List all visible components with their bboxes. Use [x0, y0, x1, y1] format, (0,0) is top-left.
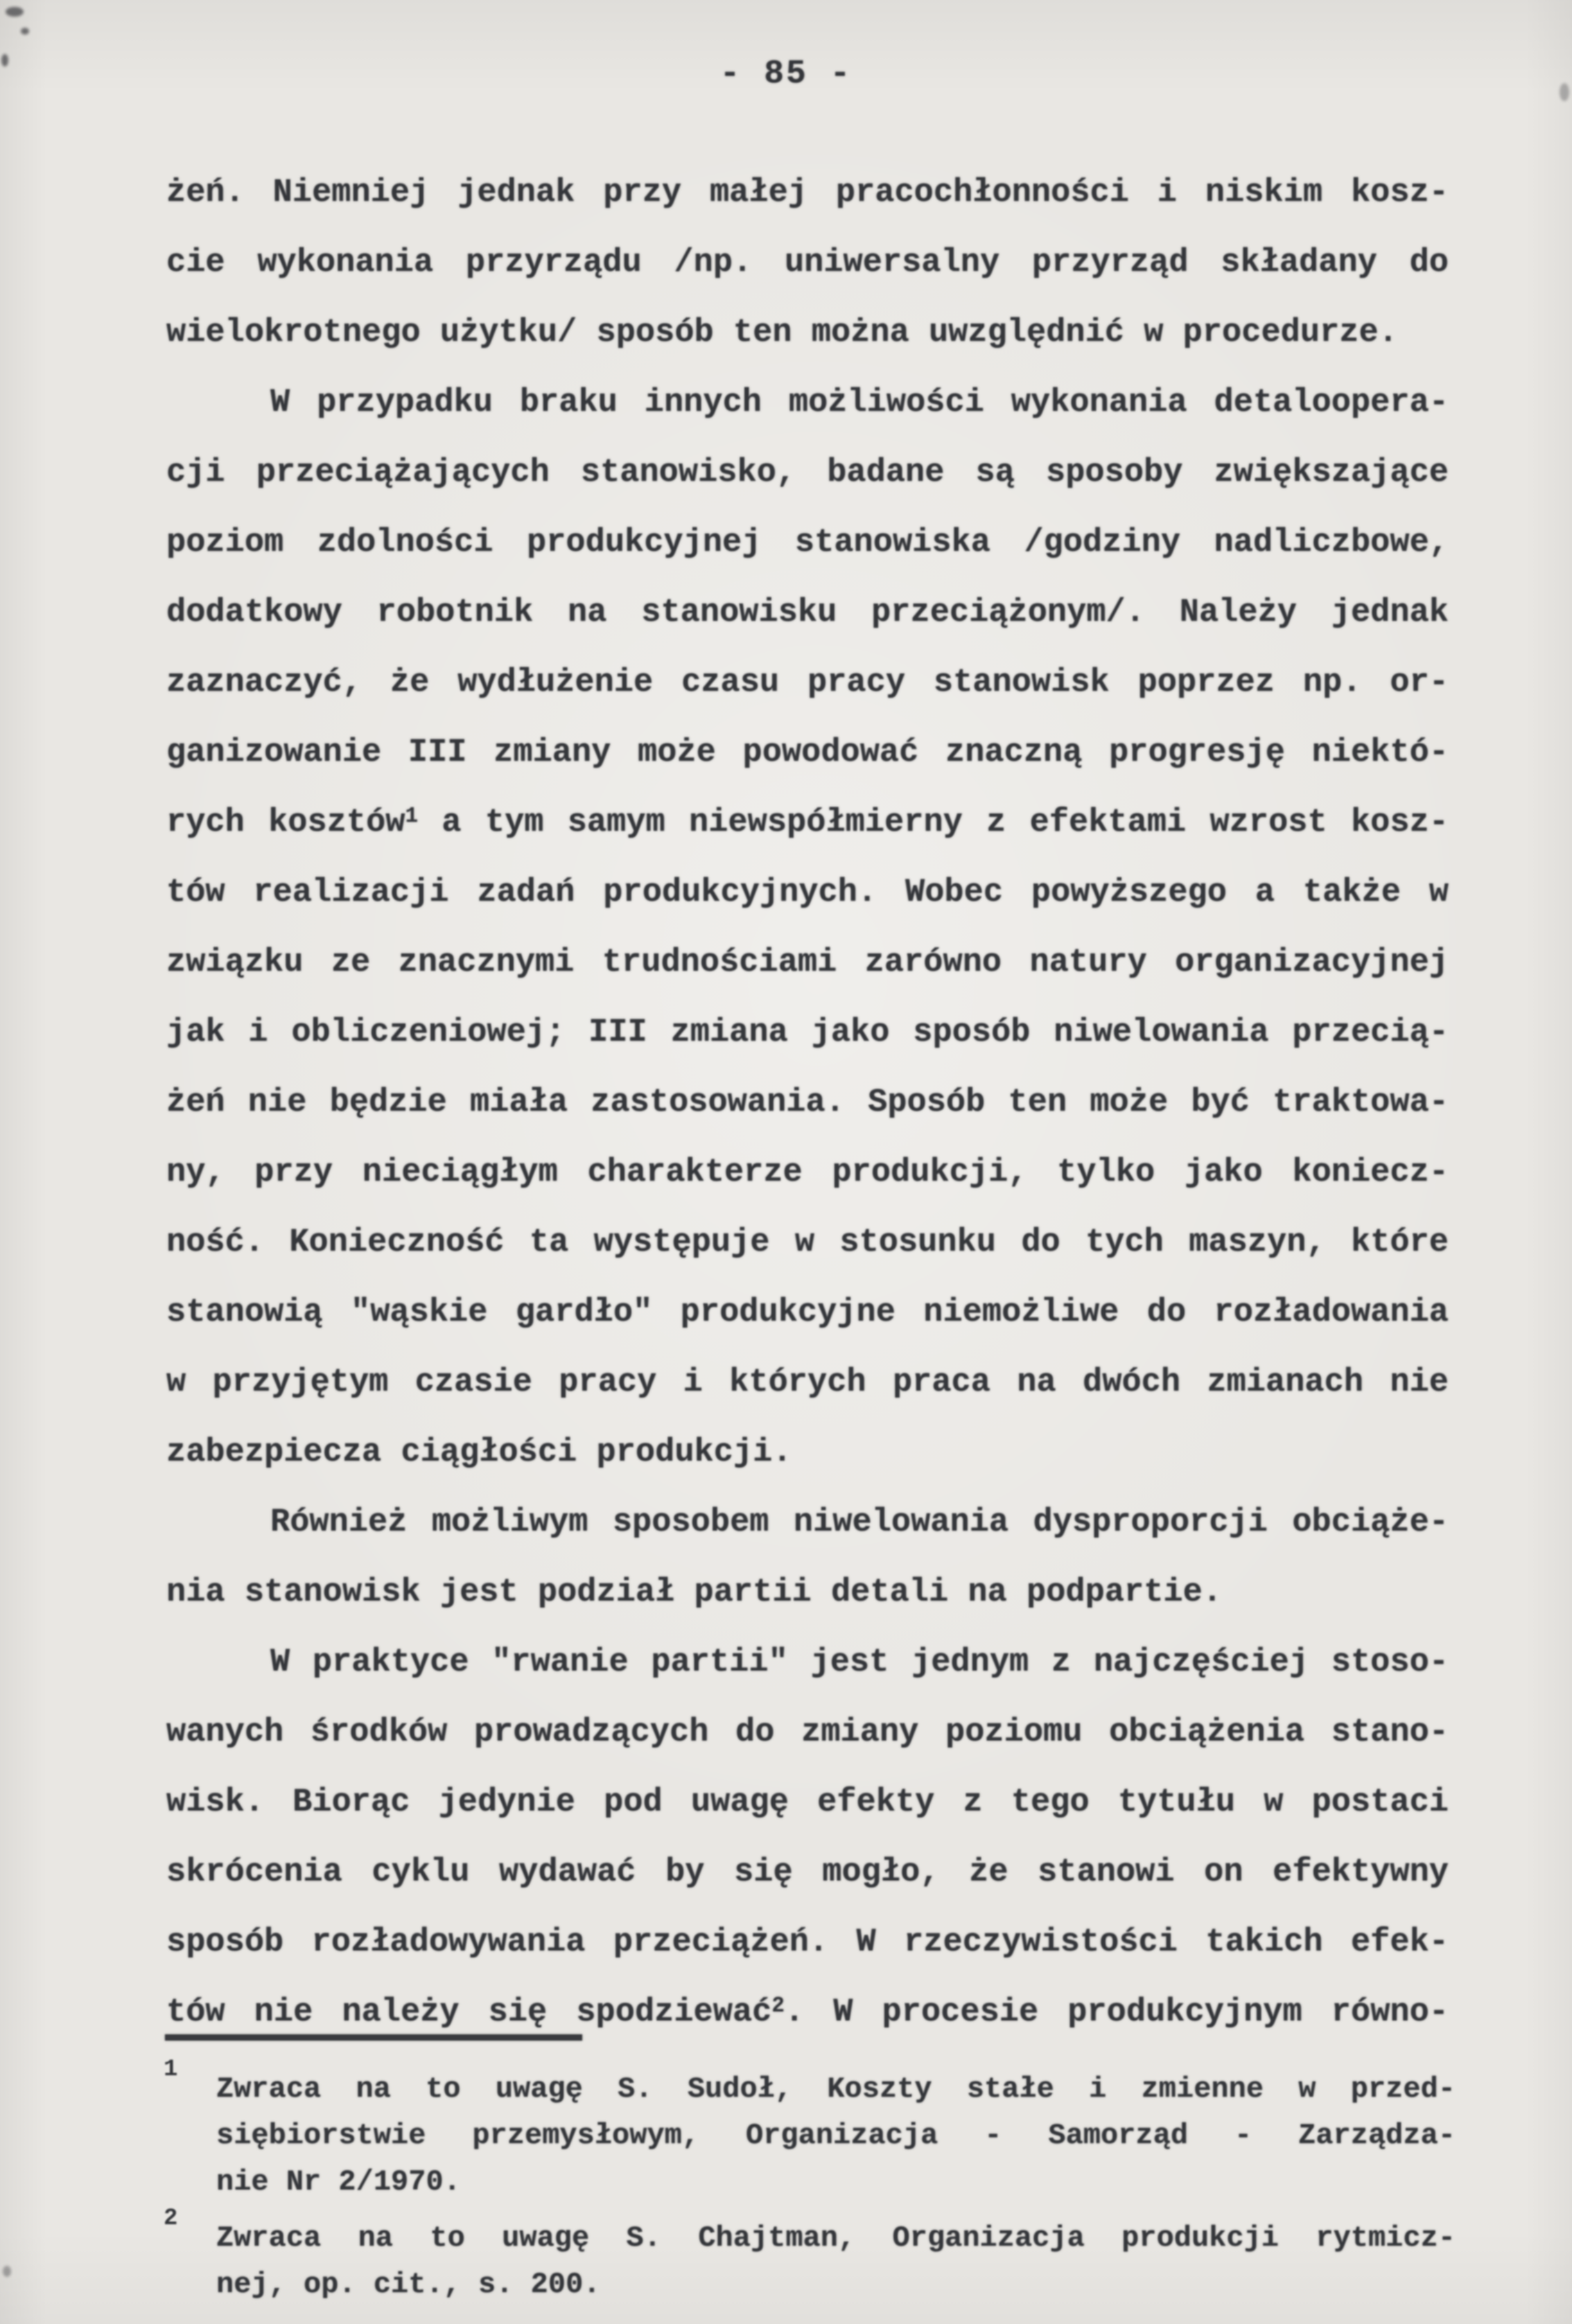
text-line: zaznaczyć, że wydłużenie czasu pracy stanowisk poprzez np. or-	[166, 664, 1449, 701]
footnote-marker-2: 2	[164, 2206, 178, 2232]
footnote-line: siębiorstwie przemysłowym, Organizacja - Samorząd - Zarządza-	[216, 2119, 1456, 2152]
text-line: cji przeciążających stanowisko, badane są sposoby zwiększające	[166, 455, 1449, 491]
text-line: cie wykonania przyrządu /np. uniwersalny przyrząd składany do	[166, 245, 1449, 281]
page-body	[166, 158, 1449, 2048]
footnote-ref-1: 1	[405, 804, 419, 829]
text-line: żeń nie będzie miała zastosowania. Sposób ten może być traktowa-	[166, 1084, 1449, 1121]
text-line: tów realizacji zadań produkcyjnych. Wobec powyższego a także w	[166, 874, 1449, 911]
text-line: tów nie należy się spodziewać$^2$. W procesie produkcyjnym równo-	[166, 1993, 1449, 2031]
text-line: W przypadku braku innych możliwości wykonania detaloopera-	[270, 385, 1449, 421]
text-line: skrócenia cyklu wydawać by się mogło, że stanowi on efektywny	[166, 1854, 1449, 1891]
footnote-line: Zwraca na to uwagę S. Sudoł, Koszty stałe i zmienne w przed-	[216, 2072, 1456, 2106]
text-line: ganizowanie III zmiany może powodować znaczną progresję niektó-	[166, 734, 1449, 771]
text-line: wisk. Biorąc jedynie pod uwagę efekty z tego tytułu w postaci	[166, 1784, 1449, 1821]
text-line: wanych środków prowadzących do zmiany poziomu obciążenia stano-	[166, 1714, 1449, 1751]
text-line: Również możliwym sposobem niwelowania dysproporcji obciąże-	[270, 1504, 1449, 1541]
footnote-ref-2: 2	[771, 1993, 785, 2018]
text-line: żeń. Niemniej jednak przy małej pracochłonności i niskim kosz-	[166, 175, 1449, 211]
text-line: stanowią "wąskie gardło" produkcyjne niemożliwe do rozładowania	[166, 1294, 1449, 1331]
text-line: zabezpiecza ciągłości produkcji.	[166, 1434, 792, 1471]
text-line: dodatkowy robotnik na stanowisku przeciążonym/. Należy jednak	[166, 595, 1449, 631]
footnote-1	[164, 2057, 1456, 2206]
footnote-line: nie Nr 2/1970.	[216, 2165, 461, 2199]
text-line: wielokrotnego użytku/ sposób ten można uwzględnić w procedurze.	[166, 315, 1398, 351]
footnote-2	[164, 2206, 1456, 2308]
footnote-marker-1: 1	[164, 2057, 178, 2083]
text-line: nia stanowisk jest podział partii detali na podpartie.	[166, 1574, 1223, 1611]
text-line: ny, przy nieciągłym charakterze produkcji, tylko jako koniecz-	[166, 1154, 1449, 1191]
text-line: jak i obliczeniowej; III zmiana jako sposób niwelowania przecią-	[166, 1014, 1449, 1051]
text-line: związku ze znacznymi trudnościami zarówno natury organizacyjnej	[166, 944, 1449, 981]
footnotes	[164, 2057, 1456, 2318]
page-number: - 85 -	[719, 55, 853, 93]
text-line: poziom zdolności produkcyjnej stanowiska /godziny nadliczbowe,	[166, 525, 1449, 561]
text-line: W praktyce "rwanie partii" jest jednym z najczęściej stoso-	[270, 1644, 1449, 1681]
text-line: ność. Konieczność ta występuje w stosunku do tych maszyn, które	[166, 1224, 1449, 1261]
footnote-line: Zwraca na to uwagę S. Chajtman, Organizacja produkcji rytmicz-	[216, 2221, 1456, 2255]
footnote-separator	[165, 2034, 582, 2041]
text-line: rych kosztów$^1$ a tym samym niewspółmierny z efektami wzrost kosz-	[166, 804, 1449, 841]
footnote-line: nej, op. cit., s. 200.	[216, 2268, 601, 2301]
text-line: sposób rozładowywania przeciążeń. W rzeczywistości takich efek-	[166, 1924, 1449, 1961]
text-line: w przyjętym czasie pracy i których praca na dwóch zmianach nie	[166, 1364, 1449, 1401]
